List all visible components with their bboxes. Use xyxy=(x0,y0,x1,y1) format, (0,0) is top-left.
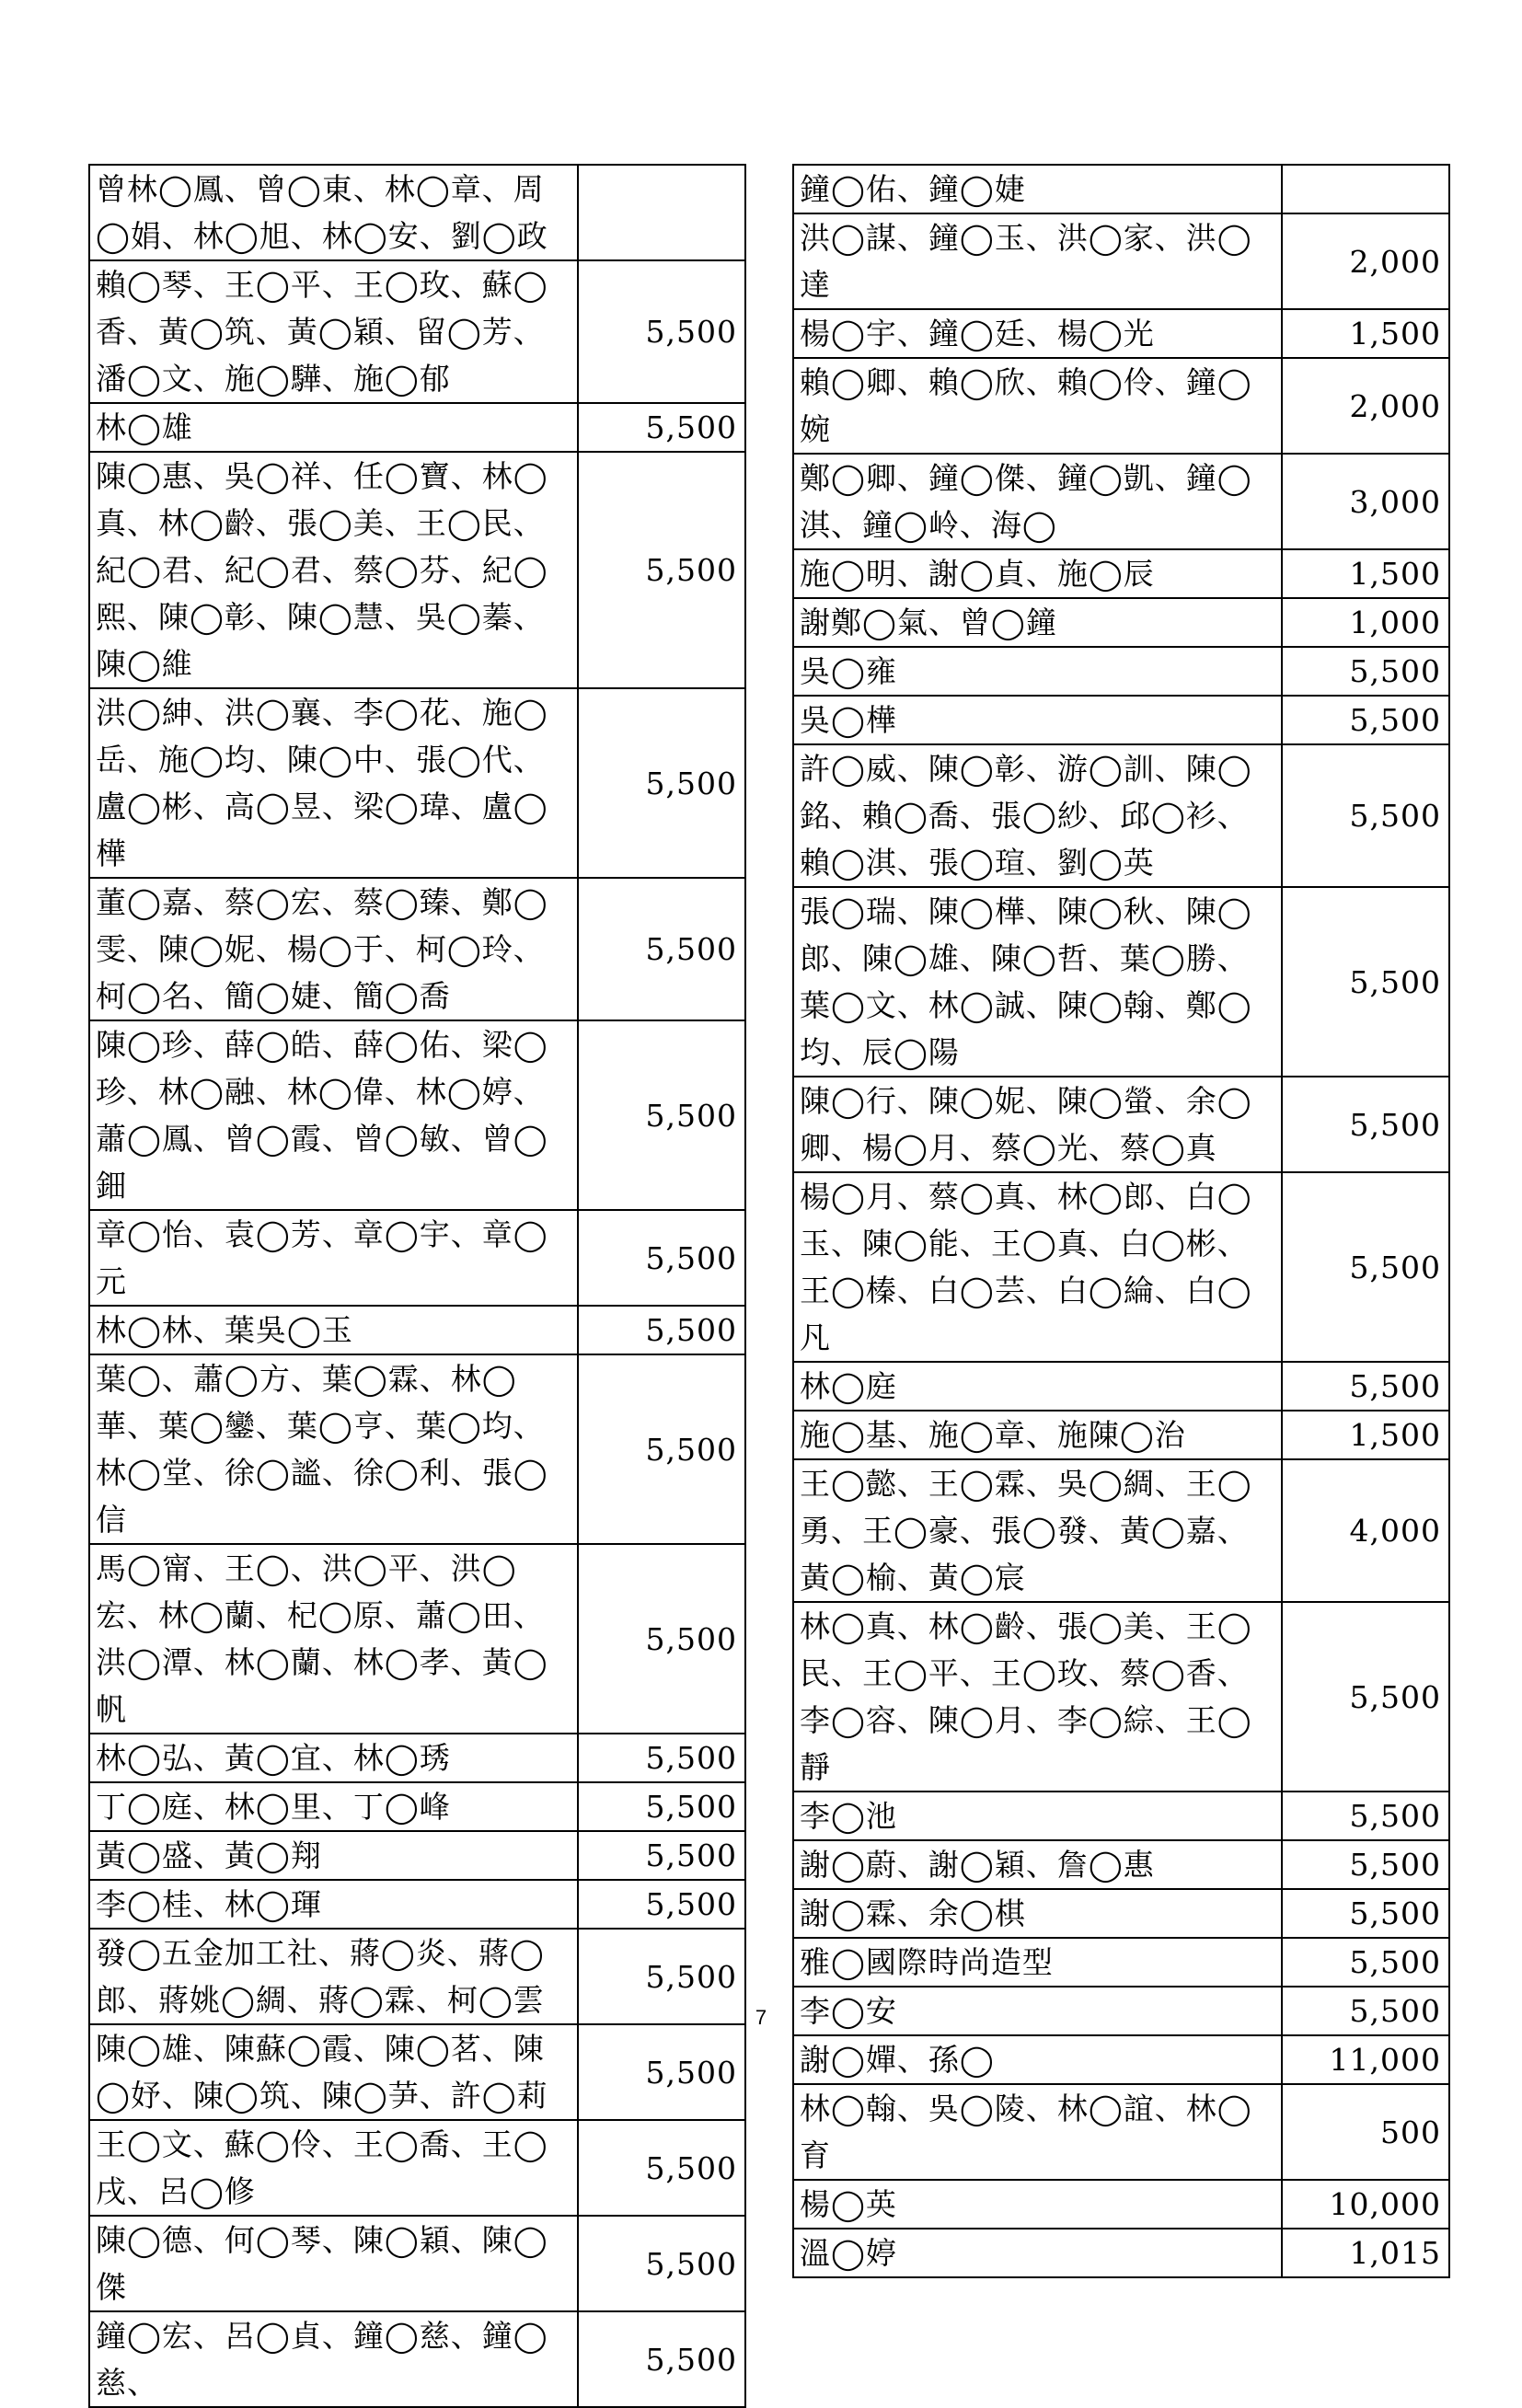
amount-cell: 5,500 xyxy=(578,2311,745,2407)
amount-cell: 5,500 xyxy=(1282,744,1449,887)
amount-cell: 5,500 xyxy=(1282,1987,1449,2035)
donor-names-cell: 施◯明、謝◯貞、施◯辰 xyxy=(793,549,1282,598)
amount-cell: 5,500 xyxy=(578,1020,745,1210)
amount-cell: 1,015 xyxy=(1282,2229,1449,2277)
donor-names-cell: 陳◯珍、薛◯皓、薛◯佑、梁◯珍、林◯融、林◯偉、林◯婷、蕭◯鳳、曾◯霞、曾◯敏、曾◯鈿 xyxy=(89,1020,578,1210)
amount-cell: 5,500 xyxy=(578,1929,745,2024)
table-row xyxy=(793,2229,1449,2277)
amount-cell: 5,500 xyxy=(1282,1362,1449,1411)
donor-names-cell: 張◯瑞、陳◯樺、陳◯秋、陳◯郎、陳◯雄、陳◯哲、葉◯勝、葉◯文、林◯誠、陳◯翰、鄭◯均、辰◯陽 xyxy=(793,887,1282,1077)
amount-cell: 2,000 xyxy=(1282,213,1449,309)
table-row xyxy=(89,1544,745,1734)
amount-cell: 5,500 xyxy=(578,878,745,1020)
amount-cell: 5,500 xyxy=(578,688,745,878)
amount-cell: 500 xyxy=(1282,2084,1449,2180)
table-row xyxy=(793,1840,1449,1889)
left-table-body xyxy=(89,165,745,2407)
donor-names-cell: 李◯安 xyxy=(793,1987,1282,2035)
donor-names-cell: 發◯五金加工社、蔣◯炎、蔣◯郎、蔣姚◯綢、蔣◯霖、柯◯雲 xyxy=(89,1929,578,2024)
donor-names-cell: 吳◯雍 xyxy=(793,647,1282,696)
table-row xyxy=(89,1020,745,1210)
amount-cell: 5,500 xyxy=(578,1880,745,1929)
donor-names-cell: 施◯基、施◯章、施陳◯治 xyxy=(793,1411,1282,1459)
left-donation-table xyxy=(88,164,746,2408)
donor-names-cell: 楊◯月、蔡◯真、林◯郎、白◯玉、陳◯能、王◯真、白◯彬、王◯榛、白◯芸、白◯綸、白◯凡 xyxy=(793,1172,1282,1362)
table-row xyxy=(89,1880,745,1929)
donor-names-cell: 謝鄭◯氣、曾◯鐘 xyxy=(793,598,1282,647)
donor-names-cell: 鄭◯卿、鐘◯傑、鐘◯凱、鐘◯淇、鐘◯岭、海◯ xyxy=(793,454,1282,549)
table-row xyxy=(793,1602,1449,1792)
amount-cell: 5,500 xyxy=(578,2216,745,2311)
table-row xyxy=(793,598,1449,647)
page-number: 7 xyxy=(755,2006,767,2029)
table-row xyxy=(89,1831,745,1880)
donor-names-cell: 林◯庭 xyxy=(793,1362,1282,1411)
table-row xyxy=(89,452,745,688)
table-row xyxy=(793,1459,1449,1602)
donor-names-cell: 賴◯琴、王◯平、王◯玫、蘇◯香、黃◯筑、黃◯穎、留◯芳、潘◯文、施◯驊、施◯郁 xyxy=(89,260,578,403)
donor-names-cell: 丁◯庭、林◯里、丁◯峰 xyxy=(89,1782,578,1831)
donor-names-cell: 賴◯卿、賴◯欣、賴◯伶、鐘◯婉 xyxy=(793,358,1282,454)
amount-cell: 5,500 xyxy=(1282,1938,1449,1987)
amount-cell: 5,500 xyxy=(578,2024,745,2120)
donor-names-cell: 陳◯雄、陳蘇◯霞、陳◯茗、陳◯妤、陳◯筑、陳◯芛、許◯莉 xyxy=(89,2024,578,2120)
donor-names-cell: 陳◯德、何◯琴、陳◯穎、陳◯傑 xyxy=(89,2216,578,2311)
amount-cell: 5,500 xyxy=(1282,1602,1449,1792)
amount-cell: 4,000 xyxy=(1282,1459,1449,1602)
donor-names-cell: 洪◯謀、鐘◯玉、洪◯家、洪◯達 xyxy=(793,213,1282,309)
donor-names-cell: 陳◯行、陳◯妮、陳◯螢、余◯卿、楊◯月、蔡◯光、蔡◯真 xyxy=(793,1077,1282,1172)
amount-cell: 1,500 xyxy=(1282,1411,1449,1459)
table-row xyxy=(793,647,1449,696)
amount-cell: 5,500 xyxy=(1282,1792,1449,1840)
table-row xyxy=(793,1411,1449,1459)
amount-cell xyxy=(1282,165,1449,213)
table-row xyxy=(793,1889,1449,1938)
amount-cell: 5,500 xyxy=(1282,887,1449,1077)
table-row xyxy=(793,1792,1449,1840)
amount-cell: 5,500 xyxy=(578,1831,745,1880)
amount-cell: 5,500 xyxy=(1282,1889,1449,1938)
donor-names-cell: 謝◯蔚、謝◯穎、詹◯惠 xyxy=(793,1840,1282,1889)
amount-cell xyxy=(578,165,745,260)
amount-cell: 5,500 xyxy=(578,2120,745,2216)
amount-cell: 5,500 xyxy=(578,452,745,688)
table-row xyxy=(793,213,1449,309)
donor-names-cell: 王◯懿、王◯霖、吳◯綢、王◯勇、王◯豪、張◯發、黃◯嘉、黃◯榆、黃◯宸 xyxy=(793,1459,1282,1602)
table-row xyxy=(793,2180,1449,2229)
donor-names-cell: 葉◯、蕭◯方、葉◯霖、林◯華、葉◯鑾、葉◯亨、葉◯均、林◯堂、徐◯謐、徐◯利、張◯信 xyxy=(89,1354,578,1544)
donor-names-cell: 曾林◯鳳、曾◯東、林◯章、周◯娟、林◯旭、林◯安、劉◯政 xyxy=(89,165,578,260)
donor-names-cell: 章◯怡、袁◯芳、章◯宇、章◯元 xyxy=(89,1210,578,1306)
donor-names-cell: 王◯文、蘇◯伶、王◯喬、王◯戌、呂◯修 xyxy=(89,2120,578,2216)
table-row xyxy=(89,688,745,878)
donor-names-cell: 雅◯國際時尚造型 xyxy=(793,1938,1282,1987)
amount-cell: 5,500 xyxy=(578,1734,745,1782)
donor-names-cell: 楊◯宇、鐘◯廷、楊◯光 xyxy=(793,309,1282,358)
amount-cell: 5,500 xyxy=(1282,1172,1449,1362)
table-row xyxy=(793,1938,1449,1987)
donor-names-cell: 李◯池 xyxy=(793,1792,1282,1840)
table-row xyxy=(89,2120,745,2216)
donor-names-cell: 馬◯甯、王◯、洪◯平、洪◯宏、林◯蘭、杞◯原、蕭◯田、洪◯潭、林◯蘭、林◯孝、黃◯帆 xyxy=(89,1544,578,1734)
amount-cell: 5,500 xyxy=(578,1210,745,1306)
amount-cell: 10,000 xyxy=(1282,2180,1449,2229)
donor-names-cell: 楊◯英 xyxy=(793,2180,1282,2229)
table-row xyxy=(793,309,1449,358)
table-row xyxy=(793,454,1449,549)
amount-cell: 5,500 xyxy=(578,1782,745,1831)
table-row xyxy=(89,2024,745,2120)
table-row xyxy=(89,1782,745,1831)
donor-names-cell: 鐘◯佑、鐘◯婕 xyxy=(793,165,1282,213)
donor-names-cell: 謝◯霖、余◯棋 xyxy=(793,1889,1282,1938)
table-row xyxy=(89,2216,745,2311)
table-row xyxy=(793,358,1449,454)
amount-cell: 5,500 xyxy=(578,260,745,403)
table-row xyxy=(793,1362,1449,1411)
table-row xyxy=(793,165,1449,213)
table-row xyxy=(89,1734,745,1782)
table-row xyxy=(793,744,1449,887)
donor-names-cell: 鐘◯宏、呂◯貞、鐘◯慈、鐘◯慈、 xyxy=(89,2311,578,2407)
amount-cell: 5,500 xyxy=(1282,1840,1449,1889)
table-row xyxy=(89,2311,745,2407)
table-row xyxy=(89,1306,745,1354)
table-row xyxy=(89,1354,745,1544)
amount-cell: 5,500 xyxy=(578,1306,745,1354)
donor-names-cell: 溫◯婷 xyxy=(793,2229,1282,2277)
table-row xyxy=(89,1210,745,1306)
table-row xyxy=(793,549,1449,598)
donor-names-cell: 許◯威、陳◯彰、游◯訓、陳◯銘、賴◯喬、張◯紗、邱◯衫、賴◯淇、張◯瑄、劉◯英 xyxy=(793,744,1282,887)
table-row xyxy=(89,165,745,260)
amount-cell: 2,000 xyxy=(1282,358,1449,454)
donor-names-cell: 謝◯嬋、孫◯ xyxy=(793,2035,1282,2084)
right-table-body xyxy=(793,165,1449,2277)
amount-cell: 5,500 xyxy=(578,403,745,452)
amount-cell: 11,000 xyxy=(1282,2035,1449,2084)
donor-names-cell: 李◯桂、林◯琿 xyxy=(89,1880,578,1929)
amount-cell: 5,500 xyxy=(1282,647,1449,696)
amount-cell: 1,000 xyxy=(1282,598,1449,647)
donor-names-cell: 董◯嘉、蔡◯宏、蔡◯臻、鄭◯雯、陳◯妮、楊◯于、柯◯玲、柯◯名、簡◯婕、簡◯喬 xyxy=(89,878,578,1020)
table-row xyxy=(793,1077,1449,1172)
table-row xyxy=(793,1172,1449,1362)
amount-cell: 1,500 xyxy=(1282,309,1449,358)
amount-cell: 1,500 xyxy=(1282,549,1449,598)
donor-names-cell: 林◯雄 xyxy=(89,403,578,452)
table-row xyxy=(793,2084,1449,2180)
donor-names-cell: 洪◯紳、洪◯襄、李◯花、施◯岳、施◯均、陳◯中、張◯代、盧◯彬、高◯昱、梁◯瑋、盧◯樺 xyxy=(89,688,578,878)
amount-cell: 5,500 xyxy=(578,1544,745,1734)
donor-names-cell: 林◯弘、黃◯宜、林◯琇 xyxy=(89,1734,578,1782)
table-row xyxy=(89,260,745,403)
amount-cell: 5,500 xyxy=(1282,1077,1449,1172)
donor-names-cell: 吳◯樺 xyxy=(793,696,1282,744)
donor-names-cell: 陳◯惠、吳◯祥、任◯寶、林◯真、林◯齡、張◯美、王◯民、紀◯君、紀◯君、蔡◯芬、紀◯熙、陳◯彰、陳◯慧、吳◯蓁、陳◯維 xyxy=(89,452,578,688)
donor-names-cell: 林◯翰、吳◯陵、林◯誼、林◯育 xyxy=(793,2084,1282,2180)
table-row xyxy=(793,887,1449,1077)
table-row xyxy=(89,878,745,1020)
table-row xyxy=(89,403,745,452)
amount-cell: 5,500 xyxy=(578,1354,745,1544)
table-row xyxy=(793,2035,1449,2084)
amount-cell: 3,000 xyxy=(1282,454,1449,549)
amount-cell: 5,500 xyxy=(1282,696,1449,744)
donor-names-cell: 黃◯盛、黃◯翔 xyxy=(89,1831,578,1880)
donor-names-cell: 林◯真、林◯齡、張◯美、王◯民、王◯平、王◯玫、蔡◯香、李◯容、陳◯月、李◯綜、王◯靜 xyxy=(793,1602,1282,1792)
right-donation-table xyxy=(792,164,1450,2278)
donor-names-cell: 林◯林、葉吳◯玉 xyxy=(89,1306,578,1354)
table-row xyxy=(793,696,1449,744)
